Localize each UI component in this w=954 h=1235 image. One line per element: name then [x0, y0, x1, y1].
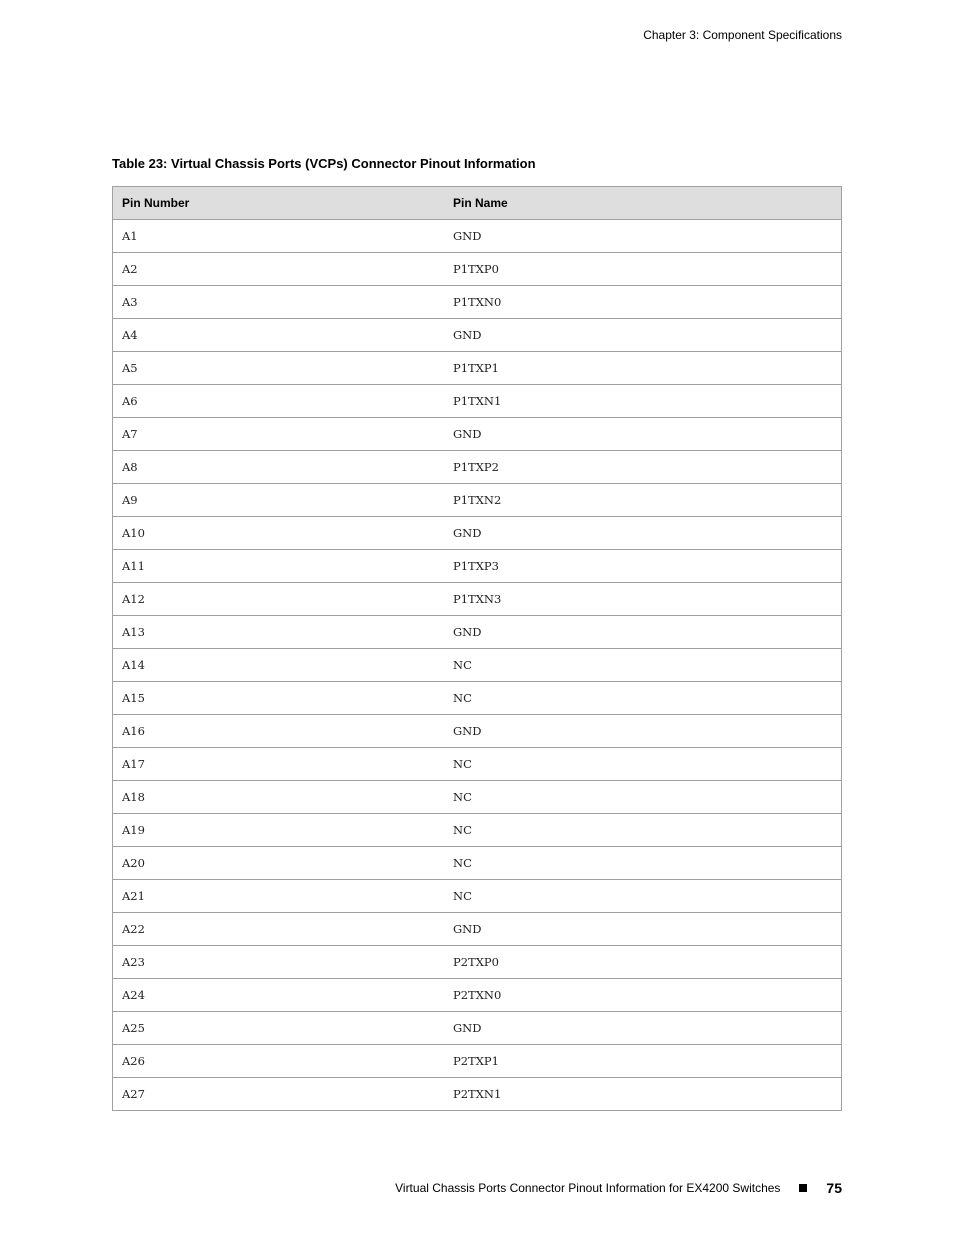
pin-name-cell: P2TXP0 — [444, 946, 842, 979]
page-number: 75 — [826, 1180, 842, 1196]
pin-name-cell: GND — [444, 715, 842, 748]
pin-name-cell: NC — [444, 682, 842, 715]
pin-number-cell: A26 — [113, 1045, 445, 1078]
table-row — [113, 616, 842, 649]
pin-number-cell: A21 — [113, 880, 445, 913]
pin-number-cell: A1 — [113, 220, 445, 253]
pin-number-cell: A10 — [113, 517, 445, 550]
pin-number-cell: A4 — [113, 319, 445, 352]
table-row — [113, 1078, 842, 1111]
table-caption: Table 23: Virtual Chassis Ports (VCPs) Connector Pinout Information — [112, 156, 536, 171]
table-header-row — [113, 187, 842, 220]
table-row — [113, 847, 842, 880]
pin-number-cell: A3 — [113, 286, 445, 319]
pin-number-cell: A2 — [113, 253, 445, 286]
pin-name-cell: GND — [444, 319, 842, 352]
pin-name-cell: GND — [444, 616, 842, 649]
table-row — [113, 1012, 842, 1045]
table-row — [113, 715, 842, 748]
footer-title: Virtual Chassis Ports Connector Pinout Information for EX4200 Switches — [395, 1181, 781, 1195]
pin-name-cell: P1TXP1 — [444, 352, 842, 385]
running-footer — [395, 1180, 842, 1196]
pin-number-cell: A8 — [113, 451, 445, 484]
pin-number-cell: A20 — [113, 847, 445, 880]
table-row — [113, 649, 842, 682]
running-header: Chapter 3: Component Specifications — [643, 28, 842, 42]
pin-number-cell: A11 — [113, 550, 445, 583]
pin-number-cell: A24 — [113, 979, 445, 1012]
pin-name-cell: NC — [444, 649, 842, 682]
table-row — [113, 286, 842, 319]
pin-number-cell: A6 — [113, 385, 445, 418]
table-row — [113, 517, 842, 550]
pin-number-cell: A25 — [113, 1012, 445, 1045]
pin-name-cell: NC — [444, 748, 842, 781]
table-row — [113, 979, 842, 1012]
column-header-pin-number: Pin Number — [113, 187, 445, 220]
pin-name-cell: P2TXN0 — [444, 979, 842, 1012]
table-row — [113, 583, 842, 616]
pin-name-cell: P2TXP1 — [444, 1045, 842, 1078]
pin-name-cell: P1TXN2 — [444, 484, 842, 517]
table-row — [113, 352, 842, 385]
pin-number-cell: A27 — [113, 1078, 445, 1111]
pinout-table — [112, 186, 842, 1111]
pin-name-cell: NC — [444, 880, 842, 913]
pin-name-cell: P1TXP0 — [444, 253, 842, 286]
table-row — [113, 253, 842, 286]
table-row — [113, 220, 842, 253]
pin-number-cell: A23 — [113, 946, 445, 979]
pin-name-cell: NC — [444, 847, 842, 880]
table-row — [113, 814, 842, 847]
pin-name-cell: P1TXN0 — [444, 286, 842, 319]
pin-name-cell: P1TXP2 — [444, 451, 842, 484]
table-body — [113, 220, 842, 1111]
pin-name-cell: GND — [444, 1012, 842, 1045]
table-row — [113, 748, 842, 781]
table-row — [113, 385, 842, 418]
bullet-square-icon — [799, 1184, 807, 1192]
table-row — [113, 1045, 842, 1078]
pin-name-cell: GND — [444, 220, 842, 253]
pin-number-cell: A14 — [113, 649, 445, 682]
table-row — [113, 550, 842, 583]
table-row — [113, 484, 842, 517]
table-row — [113, 781, 842, 814]
pin-name-cell: P1TXP3 — [444, 550, 842, 583]
table-row — [113, 946, 842, 979]
pin-number-cell: A15 — [113, 682, 445, 715]
pin-number-cell: A12 — [113, 583, 445, 616]
pin-number-cell: A19 — [113, 814, 445, 847]
table-row — [113, 913, 842, 946]
table-row — [113, 451, 842, 484]
column-header-pin-name: Pin Name — [444, 187, 842, 220]
pin-name-cell: P1TXN1 — [444, 385, 842, 418]
pin-number-cell: A5 — [113, 352, 445, 385]
table-row — [113, 880, 842, 913]
pin-name-cell: GND — [444, 517, 842, 550]
pin-number-cell: A17 — [113, 748, 445, 781]
pin-number-cell: A7 — [113, 418, 445, 451]
pin-number-cell: A13 — [113, 616, 445, 649]
pin-name-cell: P1TXN3 — [444, 583, 842, 616]
pin-number-cell: A18 — [113, 781, 445, 814]
table-row — [113, 418, 842, 451]
pin-number-cell: A22 — [113, 913, 445, 946]
pin-number-cell: A9 — [113, 484, 445, 517]
table-row — [113, 682, 842, 715]
pin-name-cell: GND — [444, 418, 842, 451]
pin-name-cell: GND — [444, 913, 842, 946]
table-row — [113, 319, 842, 352]
pin-number-cell: A16 — [113, 715, 445, 748]
pin-name-cell: P2TXN1 — [444, 1078, 842, 1111]
pin-name-cell: NC — [444, 814, 842, 847]
pin-name-cell: NC — [444, 781, 842, 814]
